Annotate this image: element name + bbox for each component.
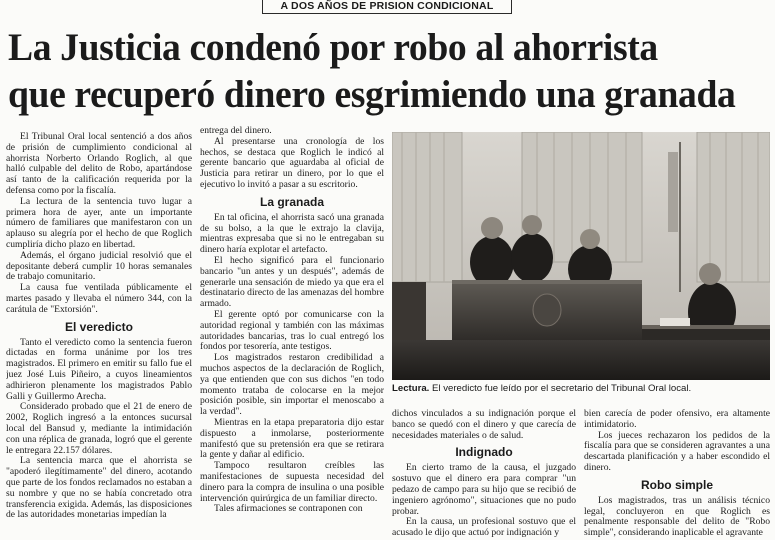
paragraph: Los magistrados, tras un análisis técnico legal, concluyeron en que Roglich es penalmente responsable del delito de "Robo simple", considerando inaplicable el agravante — [584, 494, 770, 539]
paragraph: Tanto el veredicto como la sentencia fueron dictadas en forma unánime por los tres magistrados. El primero en emitir su fallo fue el juez José Luis Piñeiro, a cuyos lineamientos adhirieron plenamente los magistrados Pablo Galli y Guillermo Arecha. — [6, 336, 192, 402]
paragraph: bien carecía de poder ofensivo, era altamente intimidatorio. — [584, 409, 770, 430]
photo-caption — [392, 383, 772, 395]
article-column-2 — [200, 126, 384, 540]
subhead-veredicto: El veredicto — [64, 319, 134, 334]
paragraph: Tales afirmaciones se contraponen con — [214, 503, 363, 515]
paragraph: dichos vinculados a su indignación porque el banco se quedó con el dinero y que carecía de necesidades materiales o de salud. — [392, 409, 576, 441]
paragraph: Mientras en la etapa preparatoria dijo estar dispuesto a inmolarse, posteriormente manifestó que su pretensión era que se retirara la gente y dañar al edificio. — [200, 416, 384, 461]
paragraph: En cierto tramo de la causa, el juzgado sostuvo que el dinero era para comprar "un pedazo de campo para su hijo que se recibió de ingeniero agrónomo", situaciones que no pudo probar. — [392, 462, 576, 517]
caption-lead: Lectura. — [392, 383, 430, 394]
paragraph: Considerado probado que el 21 de enero de 2002, Roglich ingresó a la entonces sucursal local del Bansud y, mediante la intimidación con una réplica de granada, logró que el gerente le entregara 22.157 dólares. — [6, 401, 192, 456]
article-column-1 — [6, 132, 192, 540]
paragraph: El hecho significó para el funcionario bancario "un antes y un después", además de generarle una sensación de miedo ya que era el destinatario directo de las amenazas del hombre armado. — [200, 254, 384, 310]
paragraph: La sentencia marca que el ahorrista se "apoderó ilegítimamente" del dinero, acotando que parte de los fondos reclamados no estaban a su nombre y que no se había concretado otra transferencia exigida. Además, las disposiciones de las autoridades monetarias impedían la — [6, 455, 192, 521]
paragraph: Además, el órgano judicial resolvió que el depositante deberá cumplir 10 horas semanales de trabajo comunitario. — [6, 249, 192, 283]
subhead-robo-simple: Robo simple — [640, 477, 713, 492]
paragraph: Los magistrados restaron credibilidad a muchos aspectos de la declaración de Roglich, ya que entienden que con sus dichos "en todo momento trataba de colocarse en la mejor posición posible, sin importar el menoscabo a la verdad". — [200, 352, 384, 418]
paragraph: En tal oficina, el ahorrista sacó una granada de su bolso, a la que le extrajo la clavija, mientras expresaba que si no le entregaban su dinero haría explotar el artefacto. — [200, 211, 384, 256]
subhead-indignado: Indignado — [455, 445, 513, 460]
paragraph: El gerente optó por comunicarse con la autoridad regional y también con las máximas autoridades bancarias, tras lo cual entregó los fondos por tesorería, ante testigos. — [200, 308, 384, 353]
headline-line-2: que recuperó dinero esgrimiendo una granada — [8, 73, 736, 116]
caption-text: El veredicto fue leído por el secretario del Tribunal Oral local. — [429, 383, 692, 394]
paragraph: Al presentarse una cronología de los hechos, se destaca que Roglich le indicó al gerente bancario que aguardaba al oficial de Justicia para retirar un dinero, por lo que el ejecutivo lo invitó a pasar a su escritorio. — [200, 135, 384, 190]
article-column-3 — [392, 409, 576, 540]
courtroom-photo — [392, 132, 770, 380]
paragraph: Tampoco resultaron creíbles las manifestaciones de supuesta necesidad del dinero para la compra de insulina o una posible intervención quirúrgica de un familiar directo. — [200, 460, 384, 504]
paragraph: Los jueces rechazaron los pedidos de la fiscalía para que se consideren agravantes a una descartada planificación y a haber escondido el dinero. — [584, 429, 770, 473]
paragraph: La causa fue ventilada públicamente el martes pasado y llevaba el número 344, con la carátula de "Extorsión". — [6, 282, 192, 315]
section-kicker: A DOS AÑOS DE PRISION CONDICIONAL — [262, 0, 512, 14]
headline-line-1: La Justicia condenó por robo al ahorrista — [8, 26, 658, 69]
paragraph: El Tribunal Oral local sentenció a dos años de prisión de cumplimiento condicional al ahorrista Norberto Orlando Roglich, al que halló culpable del delito de Robo, apartándose así tanto de la calificación requerida por la defensa como por la fiscalía. — [6, 132, 192, 196]
paragraph: En la causa, un profesional sostuvo que el acusado le dijo que actuó por indignación y — [392, 516, 576, 539]
courtroom-photo-image — [392, 132, 770, 380]
article-column-4 — [584, 409, 770, 540]
subhead-granada: La granada — [259, 194, 325, 209]
paragraph: La lectura de la sentencia tuvo lugar a primera hora de ayer, ante un importante número de familiares que manifestaron con un aplauso su alegría por el hecho de que Roglich cumpliría dicho plazo en libertad. — [6, 195, 192, 250]
paragraph: entrega del dinero. — [200, 126, 272, 136]
headline — [8, 24, 745, 118]
